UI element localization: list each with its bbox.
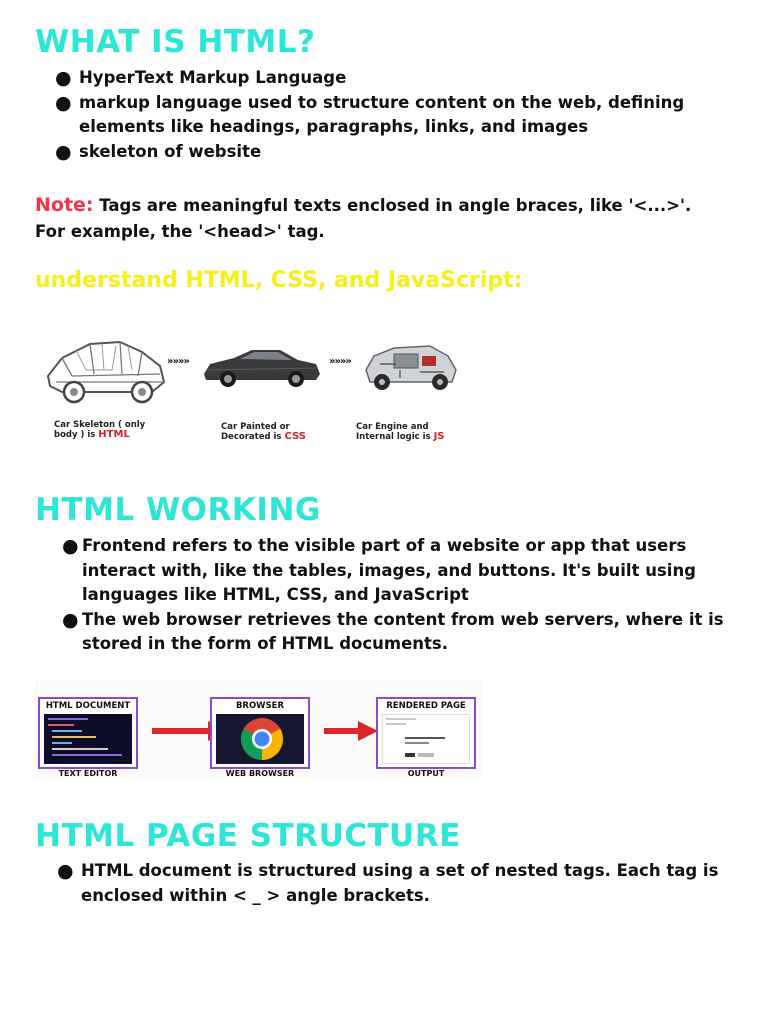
arrow-icon: »»»»: [329, 356, 351, 367]
note-label: Note:: [35, 194, 94, 216]
bullet-icon: ●: [62, 535, 79, 557]
list-item: ● markup language used to structure content on the web, defining elements like headings, paragraphs, links, and images: [55, 91, 685, 136]
bullet-icon: ●: [55, 67, 72, 89]
html-working-bullets: [62, 534, 727, 657]
list-item: ● HyperText Markup Language: [55, 67, 347, 89]
car-analogy-figure: [34, 326, 466, 456]
arrow-icon: »»»»: [167, 356, 189, 367]
car-painted-image: [200, 344, 322, 388]
understand-heading: understand HTML, CSS, and JavaScript:: [35, 268, 523, 293]
note-paragraph: [35, 192, 725, 245]
chrome-icon: [240, 717, 284, 761]
car-caption-html: Car Skeleton ( only body ) is HTML: [54, 420, 146, 440]
bullet-icon: ●: [57, 860, 74, 882]
html-working-diagram: [34, 681, 482, 781]
html-page-structure-bullets: [57, 859, 727, 908]
text-editor-caption: TEXT EDITOR: [58, 769, 118, 778]
web-browser-caption: WEB BROWSER: [225, 769, 295, 778]
section-title-html-working: HTML WORKING: [35, 492, 321, 528]
bullet-icon: ●: [62, 608, 79, 631]
rendered-output-image: [382, 714, 470, 764]
rendered-page-box: RENDERED PAGE: [376, 697, 476, 769]
html-document-box: HTML DOCUMENT: [38, 697, 138, 769]
section-title-what-is-html: WHAT IS HTML?: [35, 24, 316, 60]
car-caption-js: Car Engine and Internal logic is JS: [356, 422, 445, 442]
list-item: ● Frontend refers to the visible part of a website or app that users interact with, like the tables, images, and buttons. It's built using languages like HTML, CSS, and JavaScript: [62, 535, 696, 604]
car-caption-css: Car Painted or Decorated is CSS: [221, 422, 306, 442]
browser-logo-area: [216, 714, 304, 764]
what-is-html-bullets: [55, 66, 715, 164]
note-text: Tags are meaningful texts enclosed in angle braces, like '<...>'. For example, the '<head>' tag.: [35, 196, 692, 241]
bullet-icon: ●: [55, 140, 72, 163]
list-item: ● skeleton of website: [55, 140, 262, 163]
car-skeleton-image: [42, 330, 170, 408]
bullet-icon: ●: [55, 91, 72, 114]
list-item: ● HTML document is structured using a set of nested tags. Each tag is enclosed within < _ > angle brackets.: [57, 860, 719, 905]
list-item: ● The web browser retrieves the content from web servers, where it is stored in the form of HTML documents.: [62, 608, 724, 653]
arrow-right-icon: [322, 719, 380, 743]
section-title-html-page-structure: HTML PAGE STRUCTURE: [35, 818, 461, 854]
output-caption: OUTPUT: [407, 769, 445, 778]
car-engine-image: [360, 334, 460, 396]
browser-box: BROWSER: [210, 697, 310, 769]
code-editor-image: [44, 714, 132, 764]
